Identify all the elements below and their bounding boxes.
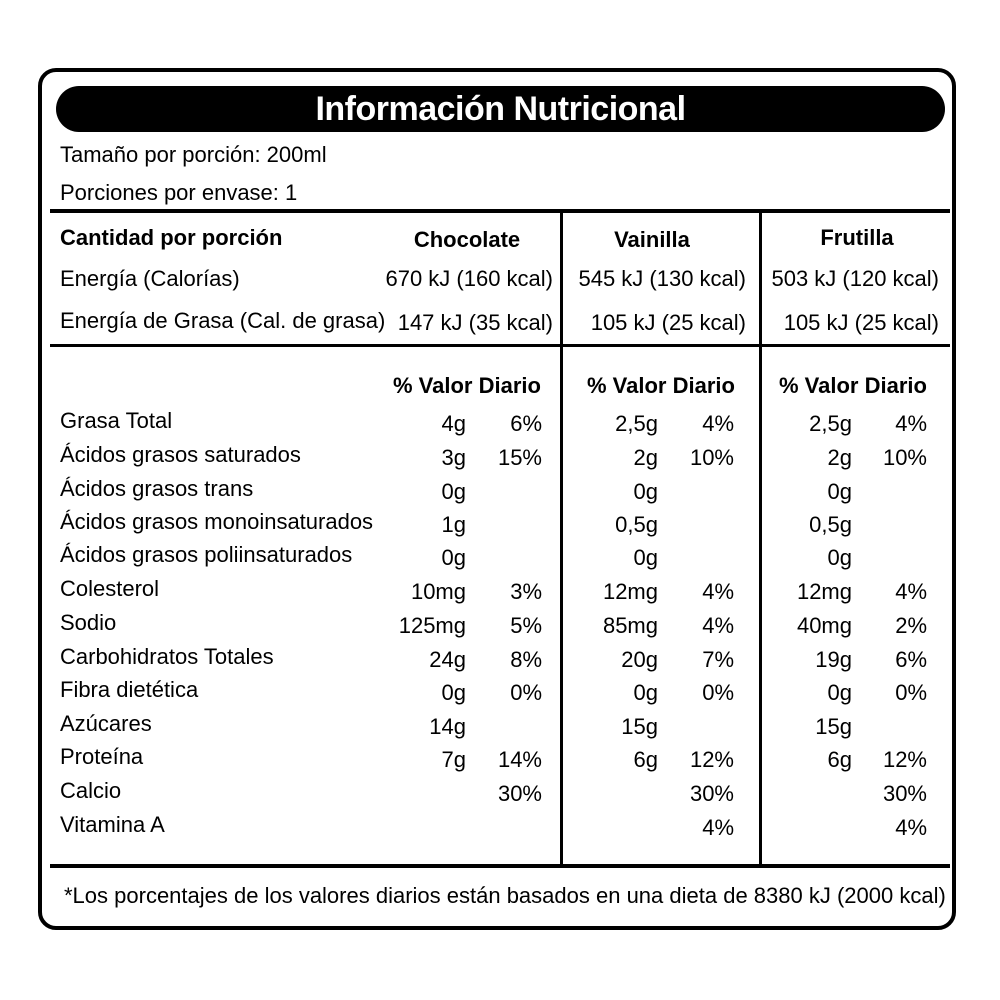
daily-value-chocolate: 5%	[510, 613, 542, 638]
amount-chocolate: 24g	[429, 647, 466, 672]
daily-value-vainilla: 7%	[702, 647, 734, 672]
amount-vainilla: 6g	[633, 747, 658, 772]
energy-label: Energía (Calorías)	[60, 266, 240, 291]
amount-frutilla: 19g	[815, 647, 852, 672]
amount-frutilla: 2,5g	[809, 411, 852, 436]
nutrient-label: Azúcares	[60, 711, 152, 736]
amount-frutilla: 15g	[815, 714, 852, 739]
amount-vainilla: 12mg	[602, 579, 658, 604]
dv-header-frutilla: % Valor Diario	[779, 373, 927, 398]
amount-vainilla: 85mg	[602, 613, 658, 638]
daily-value-frutilla: 4%	[895, 579, 927, 604]
servings-per-container: Porciones por envase: 1	[60, 180, 298, 205]
fat-energy-frutilla: 105 kJ (25 kcal)	[783, 310, 939, 335]
daily-value-frutilla: 4%	[895, 815, 927, 840]
fat-energy-chocolate: 147 kJ (35 kcal)	[397, 310, 553, 335]
flavor-vainilla: Vainilla	[614, 227, 690, 252]
amount-chocolate: 125mg	[398, 613, 466, 638]
daily-value-chocolate: 14%	[497, 747, 542, 772]
daily-value-vainilla: 4%	[702, 815, 734, 840]
flavor-frutilla: Frutilla	[820, 225, 894, 250]
daily-value-frutilla: 4%	[895, 411, 927, 436]
dv-header-chocolate: % Valor Diario	[393, 373, 541, 398]
amount-vainilla: 0g	[633, 680, 658, 705]
amount-chocolate: 14g	[429, 714, 466, 739]
daily-value-vainilla: 4%	[702, 411, 734, 436]
amount-chocolate: 3g	[441, 445, 466, 470]
dv-header-vainilla: % Valor Diario	[587, 373, 735, 398]
energy-chocolate: 670 kJ (160 kcal)	[385, 266, 553, 291]
amount-vainilla: 20g	[621, 647, 658, 672]
amount-vainilla: 15g	[621, 714, 658, 739]
page-title: Información Nutricional	[315, 90, 686, 128]
daily-value-vainilla: 4%	[702, 613, 734, 638]
amount-frutilla: 2g	[827, 445, 852, 470]
serving-size: Tamaño por porción: 200ml	[60, 142, 327, 167]
fat-energy-vainilla: 105 kJ (25 kcal)	[590, 310, 746, 335]
amount-frutilla: 0g	[827, 545, 852, 570]
daily-value-frutilla: 2%	[895, 613, 927, 638]
divider-top	[50, 209, 950, 213]
energy-frutilla: 503 kJ (120 kcal)	[771, 266, 939, 291]
daily-value-vainilla: 0%	[702, 680, 734, 705]
daily-value-chocolate: 30%	[497, 781, 542, 806]
amount-vainilla: 0g	[633, 479, 658, 504]
fat-energy-label: Energía de Grasa (Cal. de grasa)	[60, 308, 386, 333]
nutrient-label: Sodio	[60, 610, 117, 635]
nutrient-label: Ácidos grasos trans	[60, 476, 254, 501]
nutrient-label: Vitamina A	[60, 812, 165, 837]
daily-value-vainilla: 10%	[689, 445, 734, 470]
footnote: *Los porcentajes de los valores diarios están basados en una dieta de 8380 kJ (2000 kcal)	[64, 883, 946, 908]
daily-value-frutilla: 12%	[882, 747, 927, 772]
daily-value-chocolate: 6%	[510, 411, 542, 436]
daily-value-frutilla: 30%	[882, 781, 927, 806]
amount-header: Cantidad por porción	[60, 225, 283, 250]
amount-frutilla: 0g	[827, 479, 852, 504]
amount-frutilla: 12mg	[796, 579, 852, 604]
daily-value-chocolate: 3%	[510, 579, 542, 604]
amount-chocolate: 0g	[441, 479, 466, 504]
nutrient-label: Ácidos grasos saturados	[60, 442, 301, 467]
amount-chocolate: 7g	[441, 747, 466, 772]
amount-frutilla: 6g	[827, 747, 852, 772]
amount-vainilla: 0,5g	[615, 512, 658, 537]
daily-value-chocolate: 0%	[510, 680, 542, 705]
nutrient-label: Ácidos grasos monoinsaturados	[60, 509, 374, 534]
flavor-chocolate: Chocolate	[413, 227, 521, 252]
nutrient-label: Carbohidratos Totales	[60, 644, 274, 669]
daily-value-chocolate: 15%	[497, 445, 542, 470]
nutrient-label: Colesterol	[60, 576, 160, 601]
amount-frutilla: 40mg	[796, 613, 852, 638]
daily-value-frutilla: 0%	[895, 680, 927, 705]
amount-vainilla: 2g	[633, 445, 658, 470]
title-banner	[56, 86, 945, 132]
daily-value-chocolate: 8%	[510, 647, 542, 672]
nutrient-label: Calcio	[60, 778, 122, 803]
divider-middle	[50, 344, 950, 347]
daily-value-frutilla: 10%	[882, 445, 927, 470]
divider-bottom	[50, 864, 950, 868]
daily-value-frutilla: 6%	[895, 647, 927, 672]
amount-chocolate: 1g	[441, 512, 466, 537]
amount-chocolate: 4g	[441, 411, 466, 436]
nutrient-label: Ácidos grasos poliinsaturados	[60, 542, 353, 567]
amount-vainilla: 2,5g	[615, 411, 658, 436]
amount-chocolate: 10mg	[410, 579, 466, 604]
nutrient-label: Fibra dietética	[60, 677, 199, 702]
daily-value-vainilla: 4%	[702, 579, 734, 604]
nutrient-label: Proteína	[60, 744, 144, 769]
daily-value-vainilla: 12%	[689, 747, 734, 772]
nutrient-label: Grasa Total	[60, 408, 173, 433]
amount-chocolate: 0g	[441, 545, 466, 570]
amount-frutilla: 0g	[827, 680, 852, 705]
amount-frutilla: 0,5g	[809, 512, 852, 537]
energy-vainilla: 545 kJ (130 kcal)	[578, 266, 746, 291]
amount-vainilla: 0g	[633, 545, 658, 570]
daily-value-vainilla: 30%	[689, 781, 734, 806]
amount-chocolate: 0g	[441, 680, 466, 705]
